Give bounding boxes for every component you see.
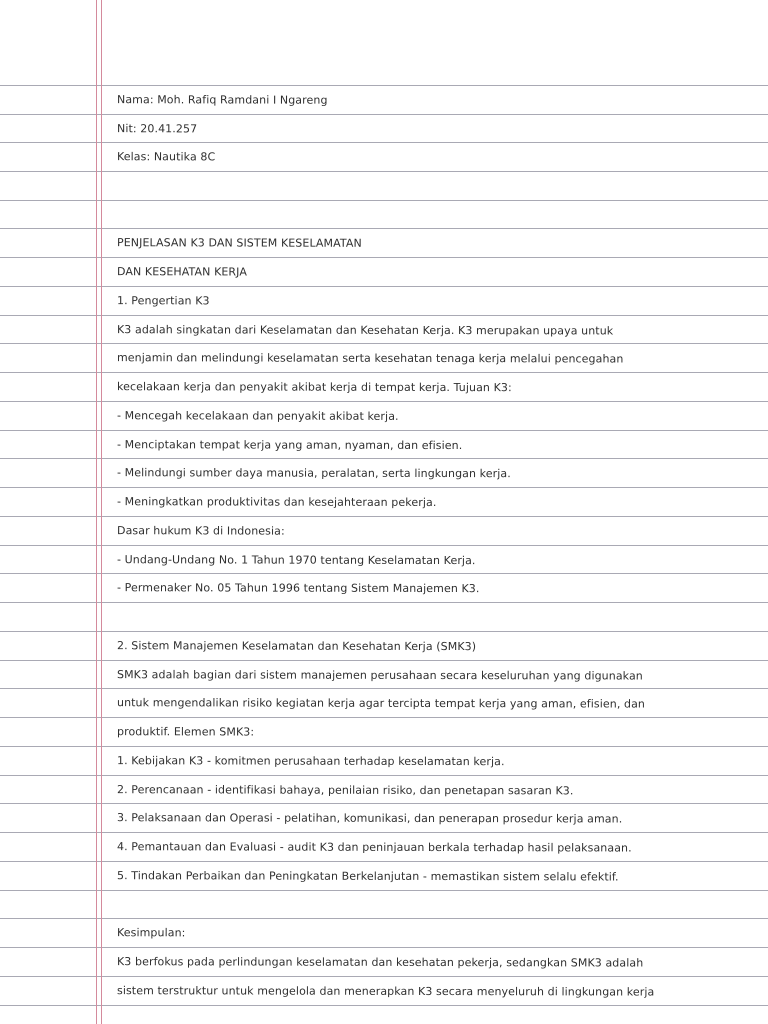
ruled-line [0,631,768,632]
student-nit: Nit: 20.41.257 [116,122,198,136]
ruled-line [0,315,768,316]
ruled-line [0,746,768,747]
goal-item: - Mencegah kecelakaan dan penyakit akibat kerja. [116,409,399,423]
ruled-line [0,343,768,344]
ruled-line [0,976,768,977]
ruled-line [0,114,768,115]
section-2-paragraph-line: produktif. Elemen SMK3: [116,725,255,739]
conclusion-heading: Kesimpulan: [116,926,186,940]
smk3-element-item: 3. Pelaksanaan dan Operasi - pelatihan, komunikasi, dan penerapan prosedur kerja aman. [116,811,623,826]
ruled-line [0,257,768,258]
section-1-paragraph-line: K3 adalah singkatan dari Keselamatan dan Kesehatan Kerja. K3 merupakan upaya untuk [116,323,614,338]
ruled-line [0,717,768,718]
conclusion-line: sistem terstruktur untuk mengelola dan menerapkan K3 secara menyeluruh di lingkungan kerja [116,984,655,999]
student-class: Kelas: Nautika 8C [116,150,216,164]
ruled-line [0,200,768,201]
smk3-element-item: 5. Tindakan Perbaikan dan Peningkatan Berkelanjutan - memastikan sistem selalu efektif. [116,869,619,884]
smk3-element-item: 1. Kebijakan K3 - komitmen perusahaan terhadap keselamatan kerja. [116,754,505,769]
ruled-line [0,803,768,804]
ruled-line [0,372,768,373]
document-title-line-2: DAN KESEHATAN KERJA [116,265,247,279]
ruled-line [0,85,768,86]
section-1-paragraph-line: menjamin dan melindungi keselamatan serta kesehatan tenaga kerja melalui pencegahan [116,351,624,366]
legal-basis-heading: Dasar hukum K3 di Indonesia: [116,524,285,538]
ruled-line [0,487,768,488]
legal-basis-item: - Permenaker No. 05 Tahun 1996 tentang Sistem Manajemen K3. [116,581,480,596]
margin-line [96,0,97,1024]
ruled-line [0,688,768,689]
ruled-line [0,430,768,431]
ruled-line [0,286,768,287]
section-1-heading: 1. Pengertian K3 [116,294,210,308]
goal-item: - Melindungi sumber daya manusia, peralatan, serta lingkungan kerja. [116,466,511,481]
goal-item: - Menciptakan tempat kerja yang aman, nyaman, dan efisien. [116,438,463,453]
ruled-line [0,947,768,948]
ruled-line [0,545,768,546]
smk3-element-item: 2. Perencanaan - identifikasi bahaya, penilaian risiko, dan penetapan sasaran K3. [116,783,574,798]
ruled-line [0,861,768,862]
ruled-line [0,660,768,661]
section-1-paragraph-line: kecelakaan kerja dan penyakit akibat kerja di tempat kerja. Tujuan K3: [116,380,512,395]
ruled-line [0,890,768,891]
ruled-line [0,458,768,459]
ruled-line [0,516,768,517]
ruled-line [0,228,768,229]
section-2-heading: 2. Sistem Manajemen Keselamatan dan Kesehatan Kerja (SMK3) [116,639,477,654]
section-2-paragraph-line: SMK3 adalah bagian dari sistem manajemen perusahaan secara keseluruhan yang digunakan [116,668,643,683]
ruled-line [0,918,768,919]
conclusion-line: K3 berfokus pada perlindungan keselamatan dan kesehatan pekerja, sedangkan SMK3 adalah [116,955,644,970]
student-name: Nama: Moh. Rafiq Ramdani I Ngareng [116,93,328,107]
goal-item: - Meningkatkan produktivitas dan kesejahteraan pekerja. [116,495,437,509]
ruled-line [0,832,768,833]
ruled-line [0,171,768,172]
margin-line [101,0,102,1024]
ruled-line [0,775,768,776]
smk3-element-item: 4. Pemantauan dan Evaluasi - audit K3 dan peninjauan berkala terhadap hasil pelaksanaan. [116,840,632,855]
ruled-line [0,602,768,603]
ruled-line [0,573,768,574]
ruled-line [0,142,768,143]
legal-basis-item: - Undang-Undang No. 1 Tahun 1970 tentang Keselamatan Kerja. [116,553,476,568]
document-title-line-1: PENJELASAN K3 DAN SISTEM KESELAMATAN [116,236,362,250]
ruled-line [0,401,768,402]
ruled-line [0,1005,768,1006]
section-2-paragraph-line: untuk mengendalikan risiko kegiatan kerja agar tercipta tempat kerja yang aman, efisien, dan [116,696,646,711]
